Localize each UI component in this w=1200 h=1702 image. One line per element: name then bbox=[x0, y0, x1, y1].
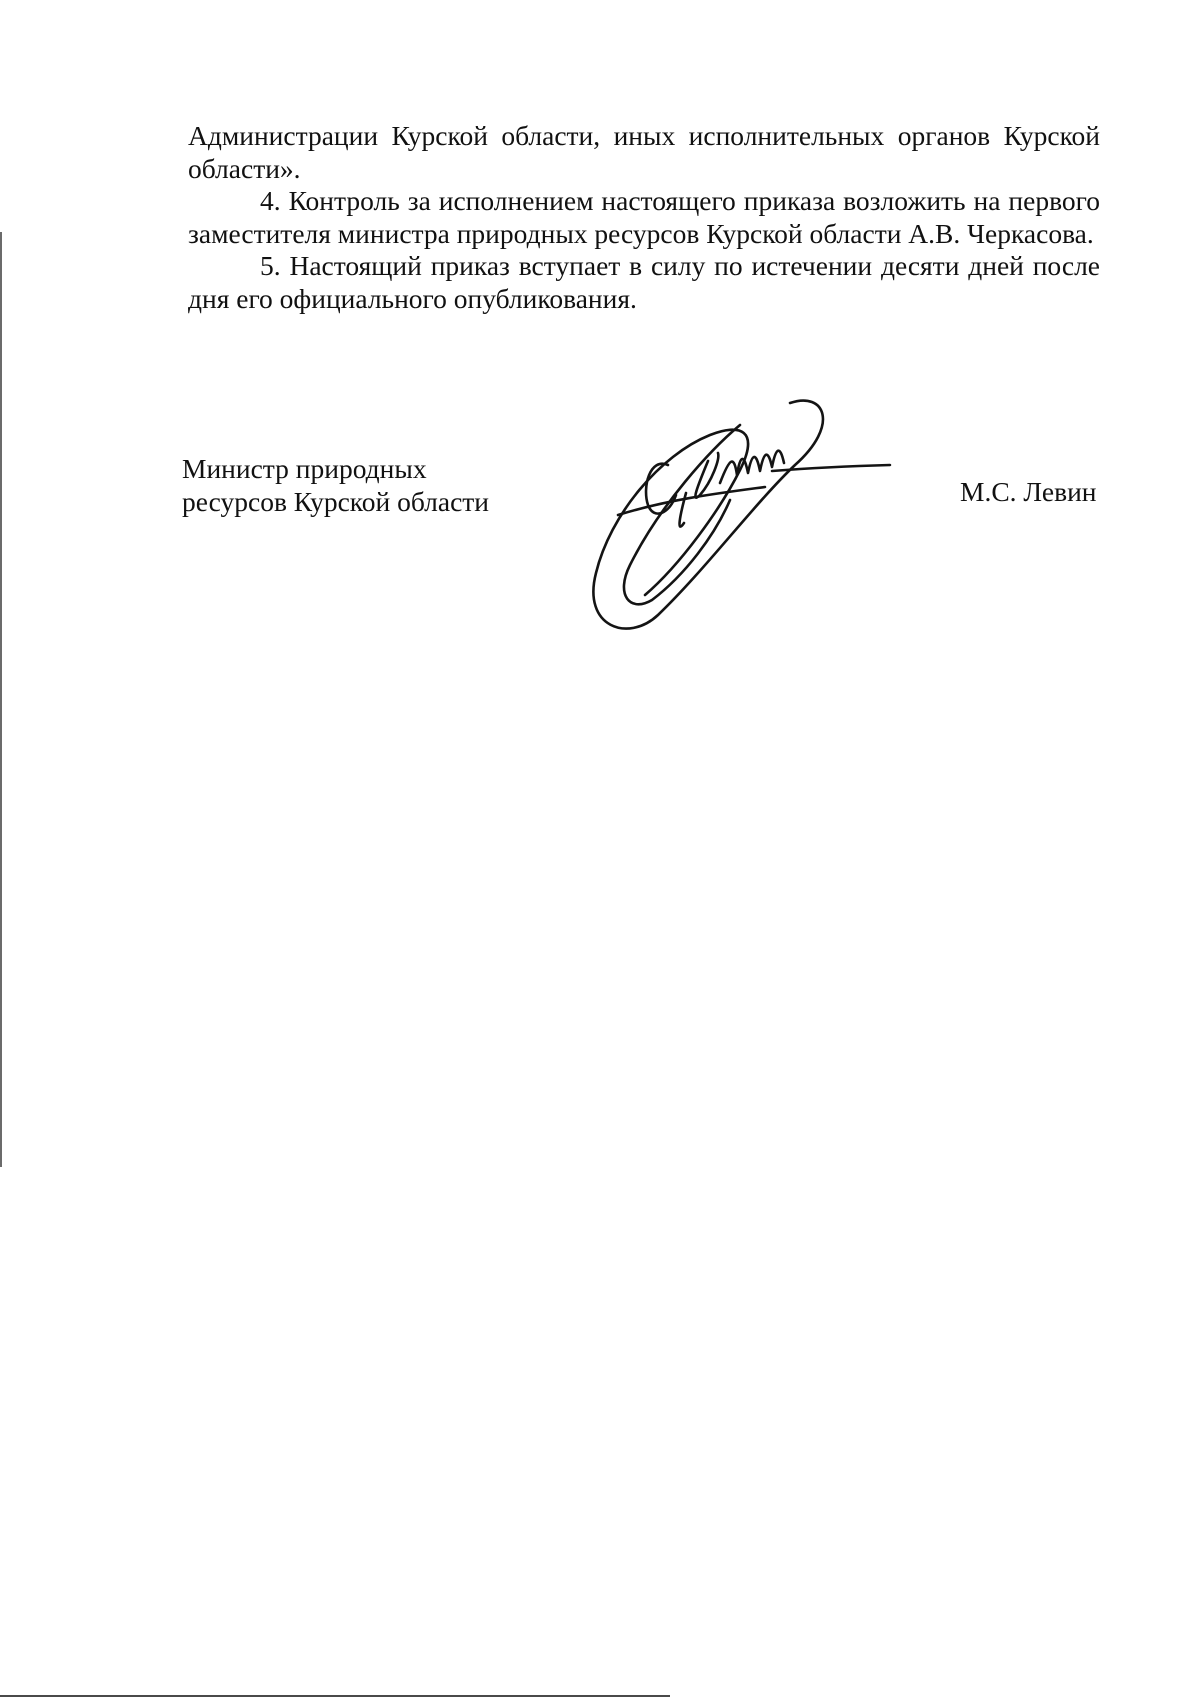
signoff-position bbox=[182, 452, 489, 518]
scan-edge-bottom bbox=[0, 1695, 670, 1697]
handwritten-signature bbox=[590, 395, 950, 640]
signer-name: М.С. Левин bbox=[960, 476, 1097, 507]
scan-edge-left bbox=[0, 232, 2, 1167]
paragraph-item-5: 5. Настоящий приказ вступает в силу по истечении десяти дней после дня его официального опубликования. bbox=[188, 250, 1100, 314]
paragraph-continuation: Администрации Курской области, иных исполнительных органов Курской области». bbox=[188, 120, 1100, 184]
position-line-2: ресурсов Курской области bbox=[182, 486, 490, 517]
position-line-1: Министр природных bbox=[182, 453, 427, 484]
document-body bbox=[188, 120, 1100, 315]
paragraph-item-4: 4. Контроль за исполнением настоящего приказа возложить на первого заместителя министра природных ресурсов Курской области А.В. Черкасова. bbox=[188, 185, 1100, 249]
